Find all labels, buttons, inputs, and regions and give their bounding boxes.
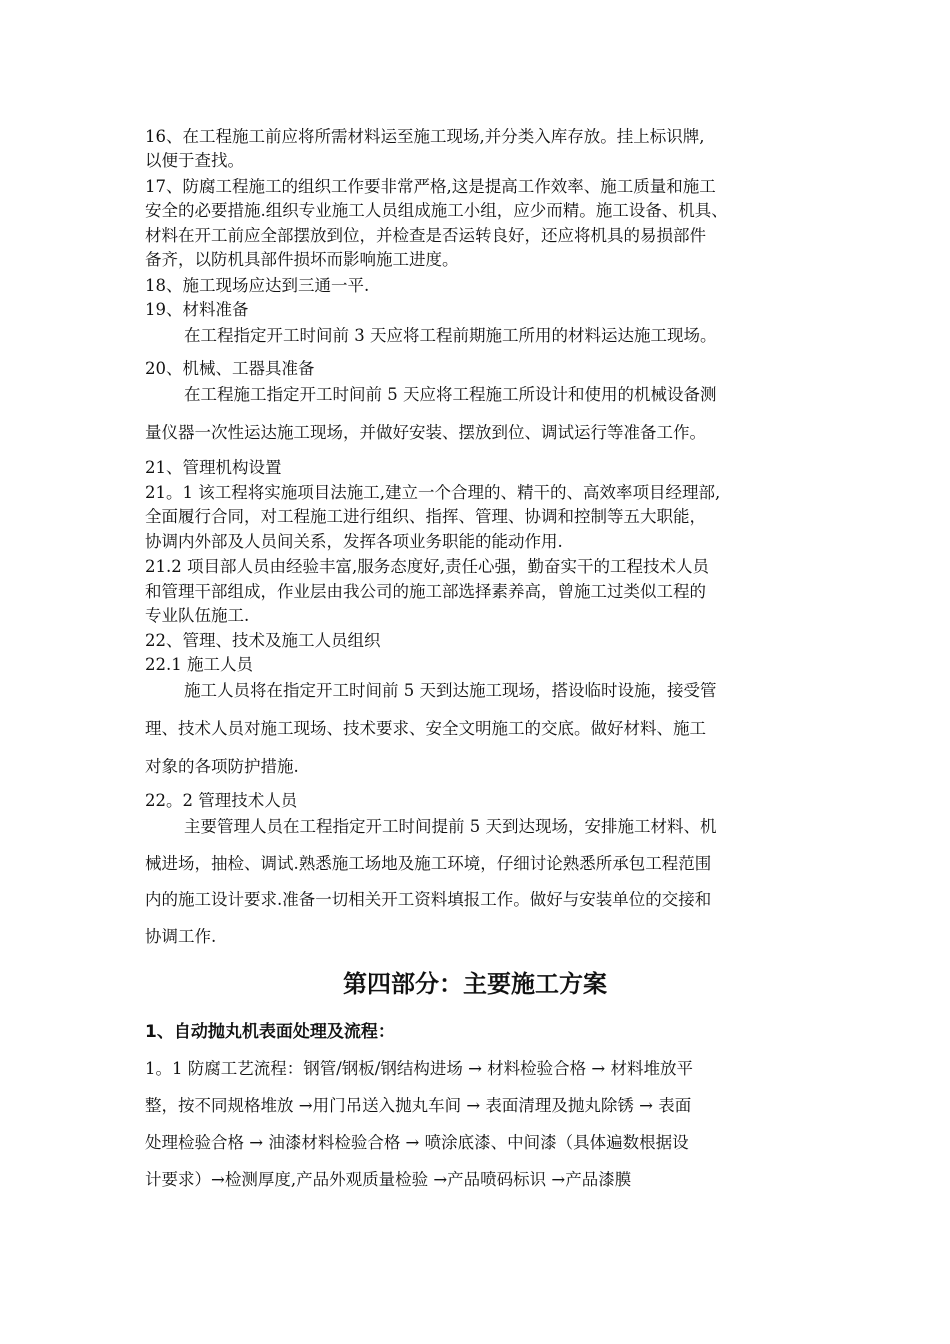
text-line: 对象的各项防护措施. (145, 757, 299, 776)
text-line: 安全的必要措施.组织专业施工人员组成施工小组，应少而精。施工设备、机具、 (145, 201, 728, 220)
text-line: 22、管理、技术及施工人员组织 (145, 631, 381, 650)
text-line: 以便于查找。 (145, 151, 244, 170)
text-line: 备齐，以防机具部件损坏而影响施工进度。 (145, 250, 459, 269)
text-line: 21、管理机构设置 (145, 458, 282, 477)
text-line: 在工程指定开工时间前 3 天应将工程前期施工所用的材料运达施工现场。 (184, 326, 717, 345)
text-line: 19、材料准备 (145, 300, 249, 319)
text-line: 专业队伍施工. (145, 606, 250, 625)
text-line: 16、在工程施工前应将所需材料运至施工现场,并分类入库存放。挂上标识牌, (145, 127, 705, 146)
text-line: 22.1 施工人员 (145, 655, 253, 674)
text-line: 协调工作. (145, 927, 217, 946)
text-line: 21。1 该工程将实施项目法施工,建立一个合理的、精干的、高效率项目经理部, (145, 483, 721, 502)
text-line: 施工人员将在指定开工时间前 5 天到达施工现场，搭设临时设施，接受管 (184, 681, 717, 700)
text-line: 21.2 项目部人员由经验丰富,服务态度好,责任心强，勤奋实干的工程技术人员 (145, 557, 709, 576)
text-line: 主要管理人员在工程指定开工时间提前 5 天到达现场，安排施工材料、机 (184, 817, 717, 836)
text-line: 全面履行合同，对工程施工进行组织、指挥、管理、协调和控制等五大职能， (145, 507, 706, 526)
text-line: 18、施工现场应达到三通一平. (145, 276, 370, 295)
text-line: 17、防腐工程施工的组织工作要非常严格,这是提高工作效率、施工质量和施工 (145, 177, 716, 196)
text-line: 处理检验合格 → 油漆材料检验合格 → 喷涂底漆、中间漆（具体遍数根据设 (145, 1133, 689, 1152)
text-line: 协调内外部及人员间关系，发挥各项业务职能的能动作用. (145, 532, 563, 551)
text-line: 22。2 管理技术人员 (145, 791, 298, 810)
text-line: 计要求）→检测厚度,产品外观质量检验 →产品喷码标识 →产品漆膜 (145, 1170, 632, 1189)
text-line: 1。1 防腐工艺流程：钢管/钢板/钢结构进场 → 材料检验合格 → 材料堆放平 (145, 1059, 693, 1078)
text-line: 材料在开工前应全部摆放到位，并检查是否运转良好，还应将机具的易损部件 (145, 226, 706, 245)
section-title: 第四部分：主要施工方案 (343, 970, 607, 998)
text-line: 在工程施工指定开工时间前 5 天应将工程施工所设计和使用的机械设备测 (184, 385, 717, 404)
text-line: 械进场，抽检、调试.熟悉施工场地及施工环境，仔细讨论熟悉所承包工程范围 (145, 854, 712, 873)
text-line: 理、技术人员对施工现场、技术要求、安全文明施工的交底。做好材料、施工 (145, 719, 706, 738)
text-line: 整，按不同规格堆放 →用门吊送入抛丸车间 → 表面清理及抛丸除锈 → 表面 (145, 1096, 692, 1115)
subsection-title: 1、自动抛丸机表面处理及流程： (145, 1022, 395, 1042)
text-line: 20、机械、工器具准备 (145, 359, 315, 378)
text-line: 量仪器一次性运达施工现场，并做好安装、摆放到位、调试运行等准备工作。 (145, 423, 706, 442)
text-line: 内的施工设计要求.准备一切相关开工资料填报工作。做好与安装单位的交接和 (145, 890, 712, 909)
text-line: 和管理干部组成，作业层由我公司的施工部选择素养高，曾施工过类似工程的 (145, 582, 706, 601)
